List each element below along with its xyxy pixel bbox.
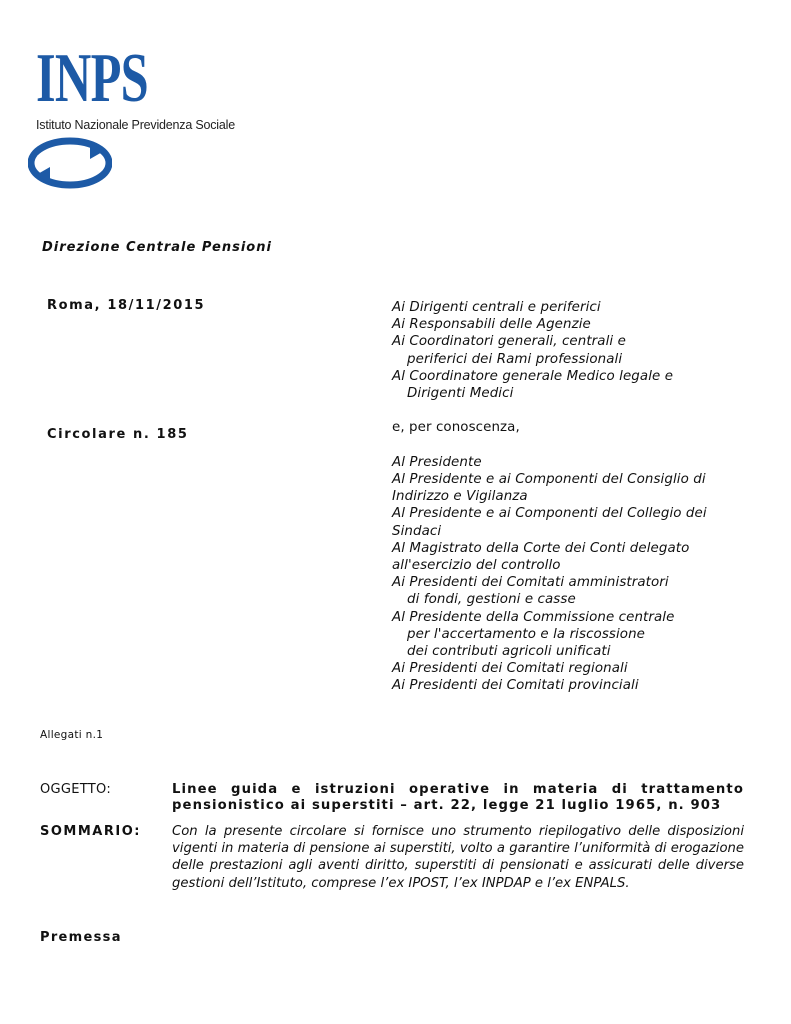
recipient-line: Al Magistrato della Corte dei Conti delegato — [392, 540, 690, 556]
section-heading: Premessa — [40, 930, 122, 945]
inps-logo — [28, 40, 258, 194]
summary-text: Con la presente circolare si fornisce uno strumento riepilogativo delle disposizioni vigenti in materia di pensione ai superstiti, volto a garantire l’uniformità di erogazione delle prestazioni agli aventi diritto, superstiti di pensionati e assicurati delle diverse gestioni dell’Istituto, comprese l’ex IPOST, l’ex INPDAP e l’ex ENPALS. — [172, 824, 744, 891]
recipient-line: Ai Dirigenti centrali e periferici — [392, 300, 601, 315]
recipient-line: Al Presidente della Commissione centrale — [392, 609, 675, 625]
subject-text: Linee guida e istruzioni operative in materia di trattamento pensionistico ai superstiti – art. 22, legge 21 luglio 1965, n. 903 — [172, 782, 744, 813]
recipient-line: Al Presidente — [392, 454, 482, 470]
document-date: Roma, 18/11/2015 — [47, 298, 206, 313]
recipient-line: Ai Coordinatori generali, centrali e — [392, 334, 626, 350]
recipient-line: Al Presidente e ai Componenti del Consiglio di — [392, 472, 706, 487]
recipient-line: Ai Presidenti dei Comitati amministratori — [392, 575, 669, 591]
recipient-line: all'esercizio del controllo — [392, 558, 561, 574]
knowledge-note: e, per conoscenza, — [392, 420, 520, 436]
subject-label: OGGETTO: — [40, 782, 112, 797]
logo-subtitle: Istituto Nazionale Previdenza Sociale — [36, 118, 235, 132]
recipients-list — [392, 299, 772, 695]
recipient-line: per l'accertamento e la riscossione — [407, 626, 646, 642]
recipient-line: Ai Responsabili delle Agenzie — [392, 317, 591, 333]
summary-label: SOMMARIO: — [40, 824, 141, 839]
department-name: Direzione Centrale Pensioni — [42, 240, 272, 255]
attachments-count: Allegati n.1 — [40, 729, 104, 741]
recipient-line: di fondi, gestioni e casse — [407, 592, 576, 608]
recipient-line: periferici dei Rami professionali — [407, 351, 623, 367]
recipient-line: Dirigenti Medici — [407, 386, 514, 402]
circular-number: Circolare n. 185 — [47, 427, 189, 442]
recipient-line: Ai Presidenti dei Comitati regionali — [392, 661, 628, 677]
recipient-line: Indirizzo e Vigilanza — [392, 489, 528, 505]
recipient-line: Al Presidente e ai Componenti del Collegio dei — [392, 506, 707, 522]
recipient-line: Al Coordinatore generale Medico legale e — [392, 368, 674, 384]
recipient-line: Ai Presidenti dei Comitati provinciali — [392, 678, 639, 694]
recipient-line: Sindaci — [392, 523, 442, 539]
inps-emblem-icon — [28, 137, 112, 189]
logo-wordmark: INPS — [36, 40, 148, 117]
recipient-line: dei contributi agricoli unificati — [407, 644, 611, 660]
